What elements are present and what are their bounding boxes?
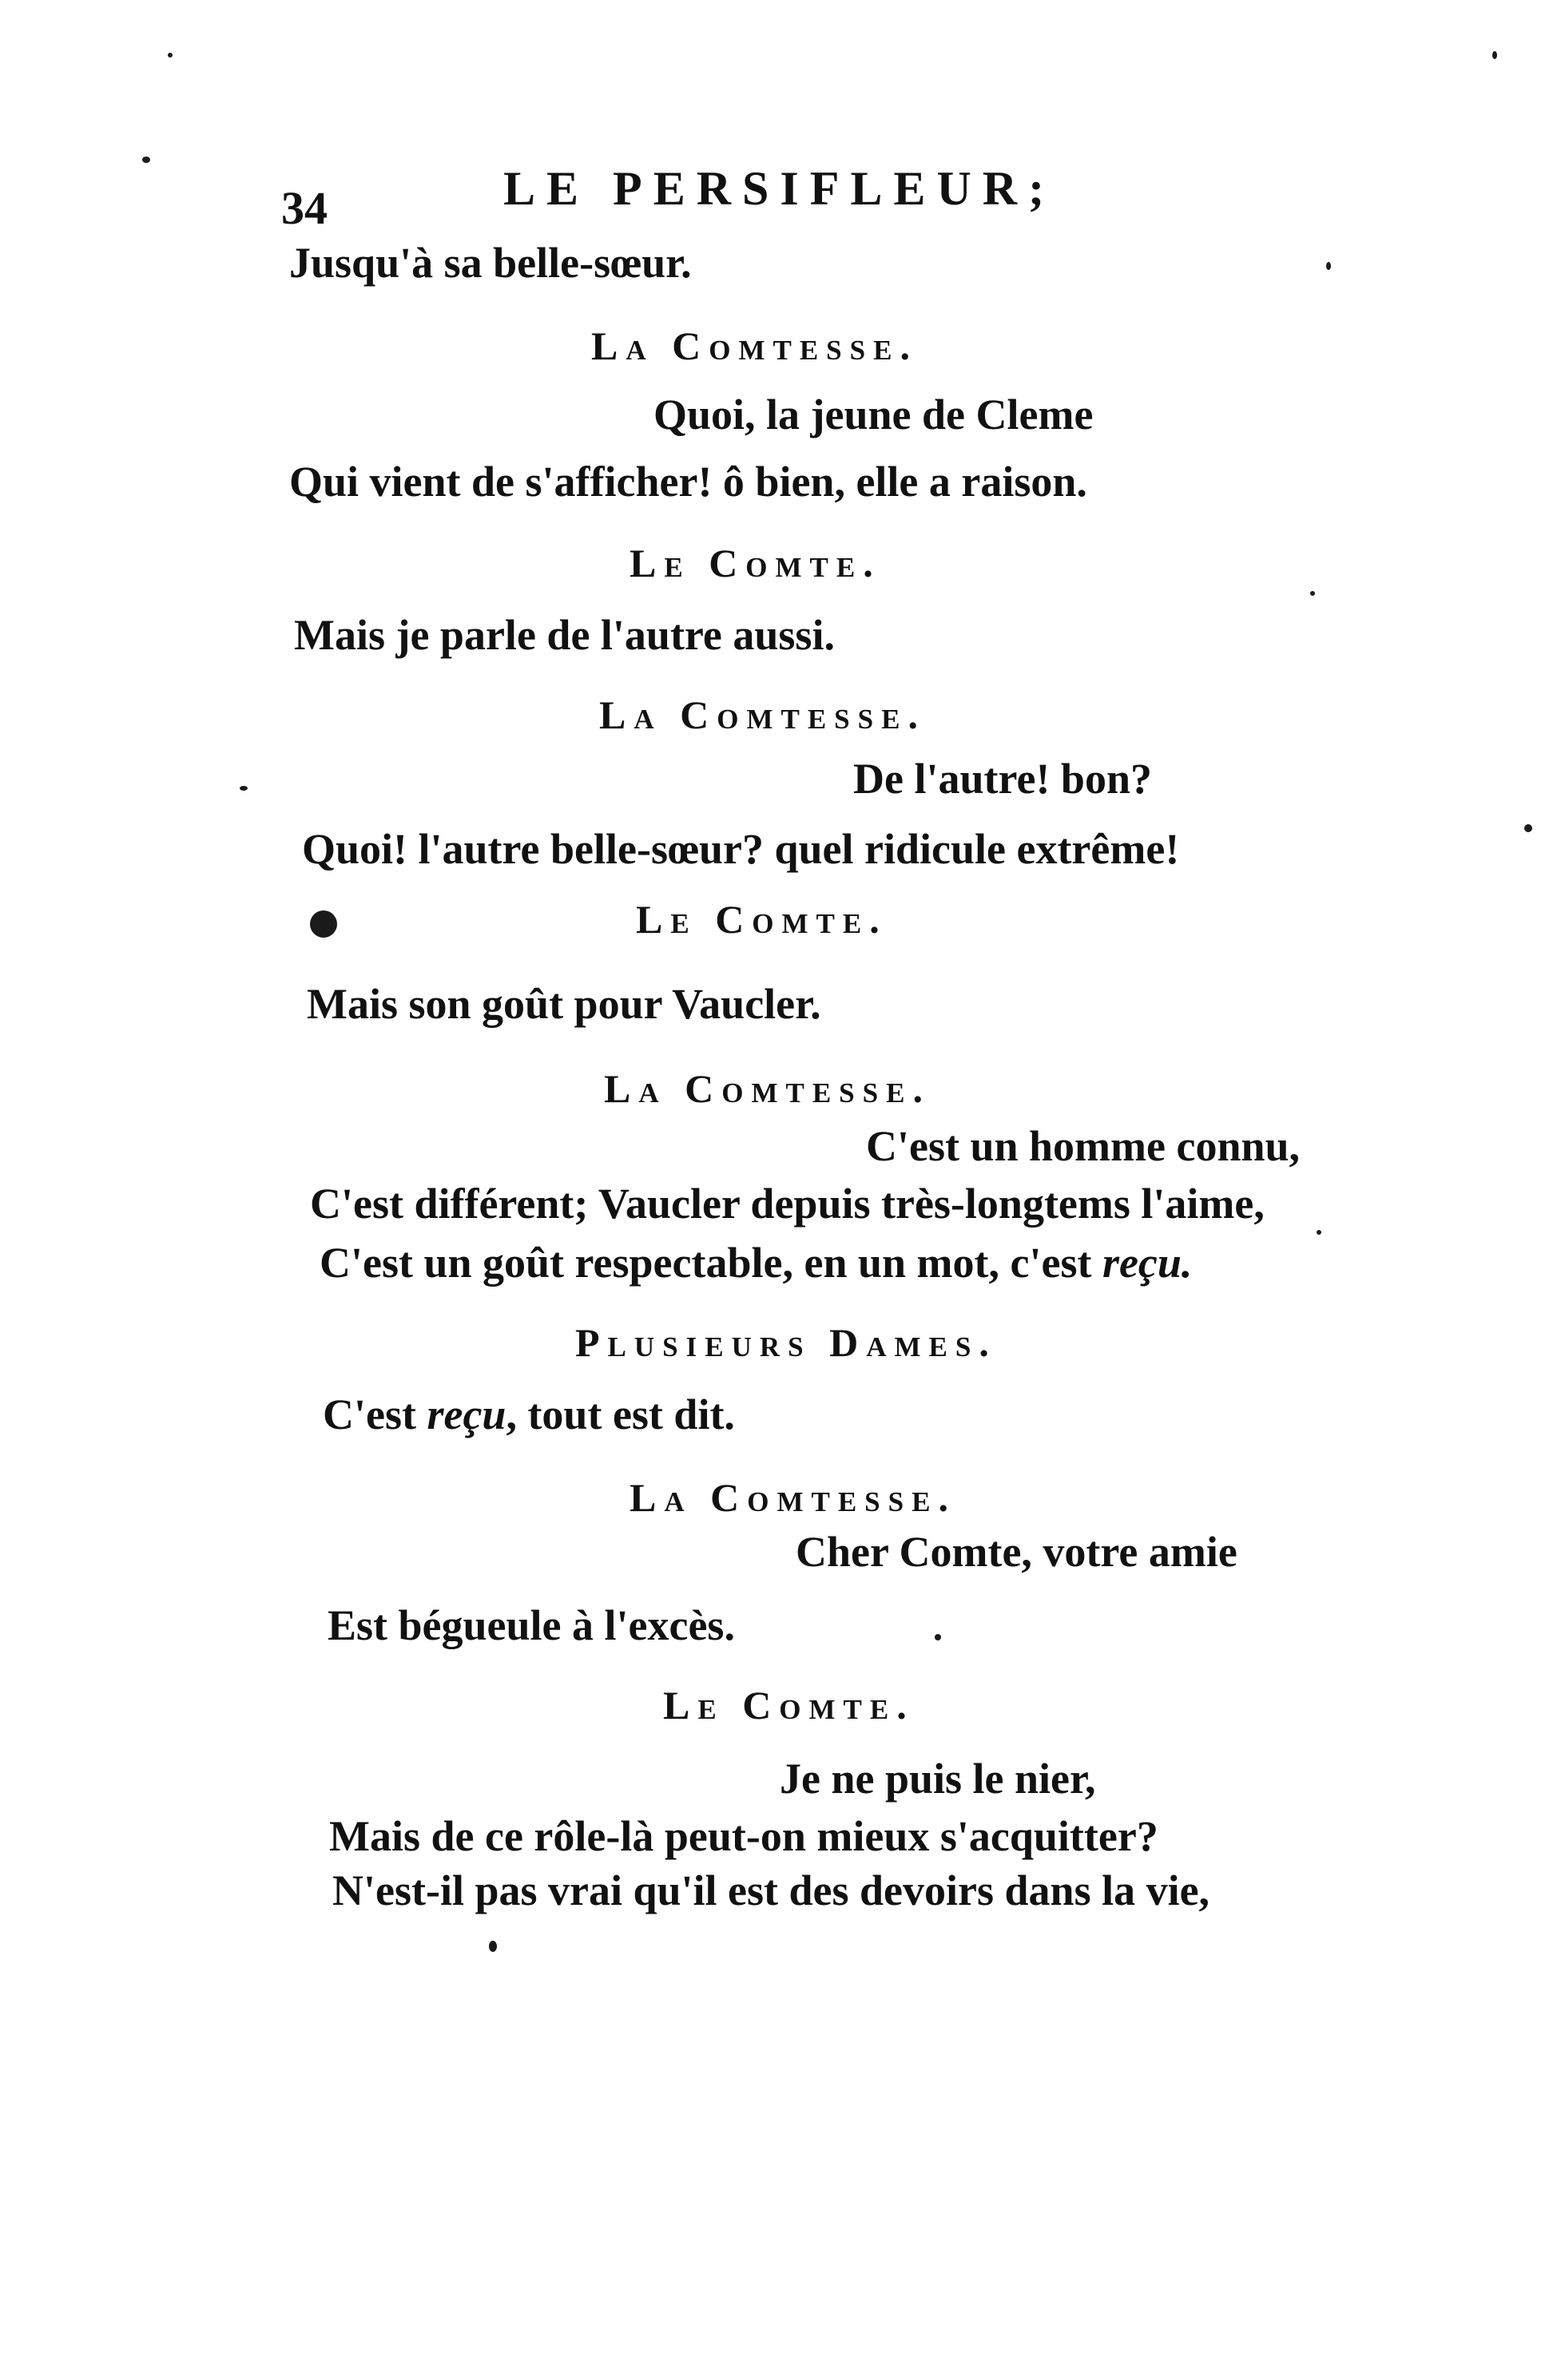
verse-text: , tout est dit. bbox=[506, 1390, 735, 1438]
running-head: LE PERSIFLEUR; bbox=[503, 162, 1056, 215]
scan-speck bbox=[142, 157, 150, 163]
verse-line: Quoi, la jeune de Cleme bbox=[653, 391, 1094, 438]
verse-italic: reçu bbox=[427, 1390, 506, 1438]
speaker-name: La Comtesse. bbox=[604, 1066, 931, 1111]
verse-line: Mais de ce rôle-là peut-on mieux s'acquitter? bbox=[329, 1812, 1158, 1860]
page-number: 34 bbox=[281, 182, 328, 234]
verse-line: N'est-il pas vrai qu'il est des devoirs dans la vie, bbox=[332, 1866, 1210, 1914]
scan-speck bbox=[1326, 262, 1331, 270]
verse-text: C'est un goût respectable, en un mot, c'est bbox=[320, 1239, 1092, 1287]
verse-line: Est bégueule à l'excès. bbox=[328, 1601, 735, 1649]
verse-line: C'est un homme connu, bbox=[866, 1122, 1301, 1170]
verse-line: Jusqu'à sa belle-sœur. bbox=[289, 239, 692, 287]
ink-blot bbox=[310, 910, 337, 938]
verse-line: De l'autre! bon? bbox=[853, 755, 1152, 803]
speaker-name: Le Comte. bbox=[630, 541, 881, 585]
verse-line: C'est différent; Vaucler depuis très-longtems l'aime, bbox=[310, 1180, 1265, 1228]
verse-line bbox=[323, 1390, 735, 1438]
verse-line: Cher Comte, votre amie bbox=[796, 1528, 1237, 1576]
speaker-name: La Comtesse. bbox=[630, 1475, 956, 1520]
scan-speck bbox=[1317, 1230, 1321, 1235]
scan-speck bbox=[1524, 824, 1532, 832]
speaker-name: La Comtesse. bbox=[591, 323, 918, 368]
scan-speck bbox=[240, 786, 248, 791]
scan-speck bbox=[1310, 591, 1315, 596]
speaker-name: Plusieurs Dames. bbox=[575, 1320, 997, 1365]
verse-text: C'est bbox=[323, 1390, 416, 1438]
speaker-name: La Comtesse. bbox=[599, 692, 926, 737]
speaker-name: Le Comte. bbox=[663, 1683, 915, 1727]
verse-line: Qui vient de s'afficher! ô bien, elle a raison. bbox=[289, 458, 1087, 506]
scan-speck bbox=[1492, 51, 1497, 59]
verse-line bbox=[320, 1239, 1193, 1287]
scan-speck bbox=[168, 53, 173, 58]
verse-line: Quoi! l'autre belle-sœur? quel ridicule extrême! bbox=[302, 825, 1180, 873]
scan-speck bbox=[489, 1941, 497, 1952]
verse-line: Je ne puis le nier, bbox=[780, 1755, 1096, 1803]
scan-speck bbox=[935, 1634, 941, 1640]
speaker-name: Le Comte. bbox=[636, 897, 888, 942]
verse-line: Mais son goût pour Vaucler. bbox=[307, 980, 821, 1028]
verse-line: Mais je parle de l'autre aussi. bbox=[294, 611, 835, 659]
verse-italic: reçu. bbox=[1102, 1239, 1193, 1287]
